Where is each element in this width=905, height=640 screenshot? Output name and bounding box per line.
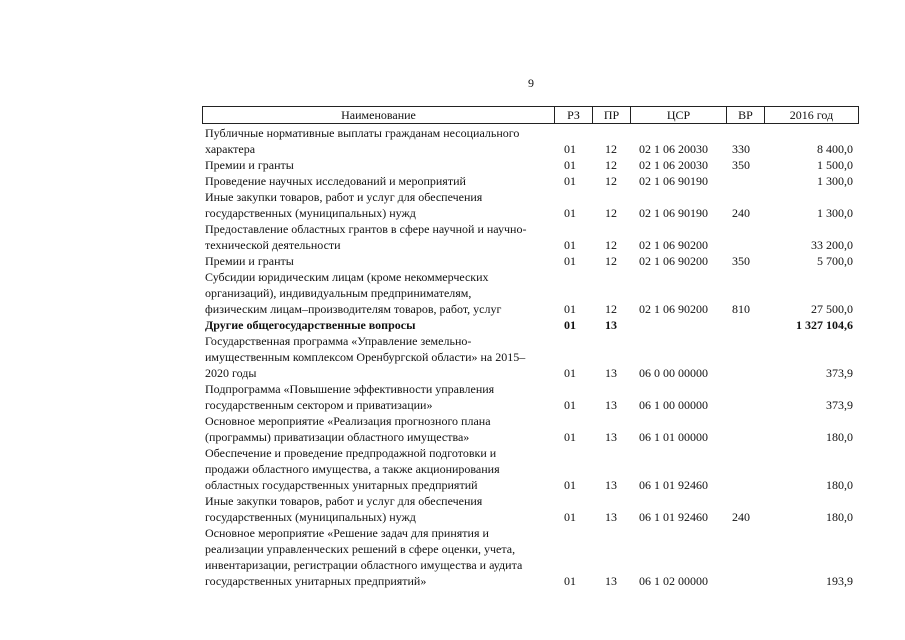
row-name-line: технической деятельности <box>205 238 341 252</box>
table-row <box>205 173 859 189</box>
row-csr: 02 1 06 90200 <box>639 302 708 316</box>
row-name-line: реализации управленческих решений в сфере оценки, учета, <box>205 542 516 556</box>
row-name-line: государственных (муниципальных) нужд <box>205 206 416 220</box>
row-name <box>205 221 550 253</box>
row-rz: 01 <box>564 510 576 524</box>
row-rz: 01 <box>564 398 576 412</box>
row-name <box>205 445 550 493</box>
row-rz: 01 <box>564 206 576 220</box>
header-pr: ПР <box>592 107 630 123</box>
row-vr: 330 <box>732 142 750 156</box>
header-csr: ЦСР <box>630 107 726 123</box>
row-pr: 12 <box>605 142 617 156</box>
row-csr: 06 1 02 00000 <box>639 574 708 588</box>
row-rz: 01 <box>564 174 576 188</box>
row-rz: 01 <box>564 574 576 588</box>
row-name <box>205 253 550 269</box>
row-rz: 01 <box>564 302 576 316</box>
row-name-line: Иные закупки товаров, работ и услуг для обеспечения <box>205 494 483 508</box>
table-body <box>205 125 859 589</box>
row-amount: 180,0 <box>826 430 853 444</box>
row-name-line: Основное мероприятие «Реализация прогнозного плана <box>205 414 491 428</box>
row-name-line: продажи областного имущества, а также акционирования <box>205 462 500 476</box>
table-row <box>205 125 859 157</box>
row-csr: 06 1 01 92460 <box>639 478 708 492</box>
table-row <box>205 221 859 253</box>
row-pr: 12 <box>605 206 617 220</box>
table-row <box>205 493 859 525</box>
row-amount: 180,0 <box>826 478 853 492</box>
header-name: Наименование <box>341 108 416 122</box>
table-row <box>205 413 859 445</box>
row-pr: 13 <box>605 574 617 588</box>
row-csr: 02 1 06 90190 <box>639 174 708 188</box>
row-pr: 13 <box>605 366 617 380</box>
row-vr: 350 <box>732 254 750 268</box>
row-name-line: имущественным комплексом Оренбургской области» на 2015– <box>205 350 526 364</box>
table-row <box>205 157 859 173</box>
row-pr: 12 <box>605 302 617 316</box>
row-amount: 27 500,0 <box>811 302 853 316</box>
row-csr: 06 1 01 92460 <box>639 510 708 524</box>
row-pr: 13 <box>605 510 617 524</box>
table-row <box>205 269 859 317</box>
row-name-line: государственных (муниципальных) нужд <box>205 510 416 524</box>
row-amount: 180,0 <box>826 510 853 524</box>
row-name-line: Подпрограмма «Повышение эффективности управления <box>205 382 495 396</box>
table-row <box>205 381 859 413</box>
row-name-line: Другие общегосударственные вопросы <box>205 318 416 332</box>
row-name-line: Проведение научных исследований и мероприятий <box>205 174 466 188</box>
row-pr: 13 <box>605 478 617 492</box>
row-rz: 01 <box>564 478 576 492</box>
row-name-line: Премии и гранты <box>205 254 294 268</box>
row-rz: 01 <box>564 238 576 252</box>
row-name-line: Иные закупки товаров, работ и услуг для обеспечения <box>205 190 483 204</box>
page-number: 9 <box>528 76 534 90</box>
row-name-line: Предоставление областных грантов в сфере научной и научно- <box>205 222 527 236</box>
row-csr: 06 1 01 00000 <box>639 430 708 444</box>
row-rz: 01 <box>564 142 576 156</box>
row-amount: 8 400,0 <box>817 142 853 156</box>
header-rz: РЗ <box>554 107 592 123</box>
row-name <box>205 157 550 173</box>
row-name-line: Основное мероприятие «Решение задач для принятия и <box>205 526 489 540</box>
row-amount: 373,9 <box>826 366 853 380</box>
row-pr: 12 <box>605 254 617 268</box>
row-csr: 02 1 06 90200 <box>639 238 708 252</box>
row-pr: 12 <box>605 158 617 172</box>
table-row <box>205 445 859 493</box>
row-name-line: 2020 годы <box>205 366 257 380</box>
row-pr: 13 <box>605 318 617 332</box>
row-name-line: Премии и гранты <box>205 158 294 172</box>
row-amount: 1 500,0 <box>817 158 853 172</box>
row-name <box>205 381 550 413</box>
table-header <box>202 106 859 124</box>
row-amount: 5 700,0 <box>817 254 853 268</box>
row-name-line: Государственная программа «Управление земельно- <box>205 334 472 348</box>
row-name <box>205 125 550 157</box>
row-name-line: Обеспечение и проведение предпродажной подготовки и <box>205 446 497 460</box>
row-amount: 1 300,0 <box>817 174 853 188</box>
row-amount: 1 327 104,6 <box>796 318 853 332</box>
row-name <box>205 269 550 317</box>
row-csr: 02 1 06 90200 <box>639 254 708 268</box>
row-pr: 12 <box>605 238 617 252</box>
row-amount: 33 200,0 <box>811 238 853 252</box>
table-row <box>205 189 859 221</box>
row-name-line: государственных унитарных предприятий» <box>205 574 427 588</box>
table-row <box>205 525 859 589</box>
row-pr: 12 <box>605 174 617 188</box>
row-name <box>205 317 550 333</box>
row-vr: 350 <box>732 158 750 172</box>
row-rz: 01 <box>564 318 576 332</box>
row-csr: 06 0 00 00000 <box>639 366 708 380</box>
row-vr: 240 <box>732 510 750 524</box>
row-name <box>205 413 550 445</box>
row-amount: 1 300,0 <box>817 206 853 220</box>
table-row <box>205 333 859 381</box>
row-name-line: (программы) приватизации областного имущества» <box>205 430 470 444</box>
row-name-line: Субсидии юридическим лицам (кроме некоммерческих <box>205 270 489 284</box>
row-amount: 373,9 <box>826 398 853 412</box>
row-rz: 01 <box>564 430 576 444</box>
row-rz: 01 <box>564 366 576 380</box>
header-year: 2016 год <box>764 107 858 123</box>
table-row <box>205 253 859 269</box>
row-amount: 193,9 <box>826 574 853 588</box>
row-pr: 13 <box>605 398 617 412</box>
row-name <box>205 173 550 189</box>
row-name-line: государственным сектором и приватизации» <box>205 398 433 412</box>
row-name-line: характера <box>205 142 256 156</box>
row-csr: 02 1 06 20030 <box>639 158 708 172</box>
table-row <box>205 317 859 333</box>
row-pr: 13 <box>605 430 617 444</box>
row-rz: 01 <box>564 158 576 172</box>
row-rz: 01 <box>564 254 576 268</box>
row-name-line: областных государственных унитарных предприятий <box>205 478 478 492</box>
row-vr: 810 <box>732 302 750 316</box>
row-name-line: организаций), индивидуальным предпринимателям, <box>205 286 472 300</box>
row-csr: 02 1 06 20030 <box>639 142 708 156</box>
row-name <box>205 333 550 381</box>
row-name <box>205 493 550 525</box>
row-name <box>205 525 550 589</box>
row-csr: 02 1 06 90190 <box>639 206 708 220</box>
row-name-line: инвентаризации, регистрации областного имущества и аудита <box>205 558 523 572</box>
row-vr: 240 <box>732 206 750 220</box>
row-name-line: Публичные нормативные выплаты гражданам несоциального <box>205 126 520 140</box>
row-name <box>205 189 550 221</box>
row-name-line: физическим лицам–производителям товаров, работ, услуг <box>205 302 502 316</box>
row-csr: 06 1 00 00000 <box>639 398 708 412</box>
header-vr: ВР <box>726 107 764 123</box>
